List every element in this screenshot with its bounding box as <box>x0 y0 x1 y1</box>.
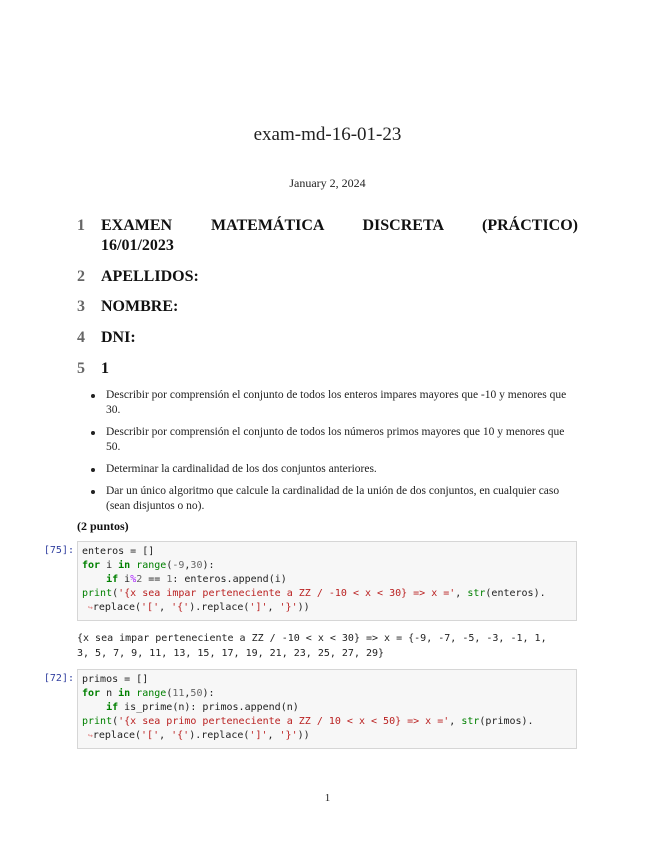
section-number: 5 <box>77 360 85 377</box>
code-line: ↪replace('[', '{').replace(']', '}')) <box>88 730 310 741</box>
section-title: DNI: <box>101 329 136 346</box>
section-number: 2 <box>77 268 85 285</box>
section-heading-2 <box>77 267 578 287</box>
code-line: enteros = [] <box>82 546 155 557</box>
list-item-text: Determinar la cardinalidad de los dos conjuntos anteriores. <box>106 463 377 475</box>
list-item <box>77 484 578 514</box>
code-line: for i in range(-9,30): <box>82 560 215 571</box>
bullet-icon <box>91 394 95 398</box>
list-item-text: Dar un único algoritmo que calcule la cardinalidad de la unión de dos conjuntos, en cualquier caso (sean disjuntos o no). <box>106 485 560 512</box>
page-number: 1 <box>324 792 331 804</box>
list-item-text: Describir por comprensión el conjunto de todos los números primos mayores que 10 y menores que 50. <box>106 426 565 453</box>
output-line: {x sea impar perteneciente a ZZ / -10 < x < 30} => x = {-9, -7, -5, -3, -1, 1, <box>77 633 547 644</box>
section-title: APELLIDOS: <box>101 268 199 285</box>
section-heading-3 <box>77 297 578 317</box>
cell-prompt: [75]: <box>43 545 74 556</box>
code-line: print('{x sea impar perteneciente a ZZ / -10 < x < 30} => x =', str(enteros). <box>82 588 546 599</box>
section-number: 4 <box>77 329 85 346</box>
list-item <box>77 388 578 418</box>
list-item-text: Describir por comprensión el conjunto de todos los enteros impares mayores que -10 y menores que 30. <box>106 389 567 416</box>
code-line: for n in range(11,50): <box>82 688 215 699</box>
list-item <box>77 425 578 455</box>
section-number: 1 <box>77 217 85 234</box>
cell-output <box>77 631 577 661</box>
list-item <box>77 462 578 477</box>
exercise-list <box>77 388 578 521</box>
bullet-icon <box>91 468 95 472</box>
bullet-icon <box>91 490 95 494</box>
section-heading-1 <box>77 216 578 256</box>
points-label: (2 puntos) <box>77 519 129 533</box>
code-line: if is_prime(n): primos.append(n) <box>106 702 299 713</box>
output-line: 3, 5, 7, 9, 11, 13, 15, 17, 19, 21, 23, 25, 27, 29} <box>77 648 385 659</box>
section-title-continued: 16/01/2023 <box>101 237 174 254</box>
section-title: NOMBRE: <box>101 298 179 315</box>
document-date: January 2, 2024 <box>289 176 366 190</box>
bullet-icon <box>91 431 95 435</box>
code-cell[interactable] <box>77 669 577 749</box>
section-heading-5 <box>77 359 578 379</box>
section-title: 1 <box>101 360 109 377</box>
section-number: 3 <box>77 298 85 315</box>
section-title: EXAMEN MATEMÁTICA DISCRETA (PRÁCTICO) <box>101 217 578 234</box>
code-line: if i%2 == 1: enteros.append(i) <box>106 574 287 585</box>
code-line: print('{x sea primo perteneciente a ZZ / 10 < x < 50} => x =', str(primos). <box>82 716 534 727</box>
code-cell[interactable] <box>77 541 577 621</box>
section-heading-4 <box>77 328 578 348</box>
code-line: primos = [] <box>82 674 149 685</box>
code-line: ↪replace('[', '{').replace(']', '}')) <box>88 602 310 613</box>
cell-prompt: [72]: <box>43 673 74 684</box>
document-title: exam-md-16-01-23 <box>253 124 402 145</box>
